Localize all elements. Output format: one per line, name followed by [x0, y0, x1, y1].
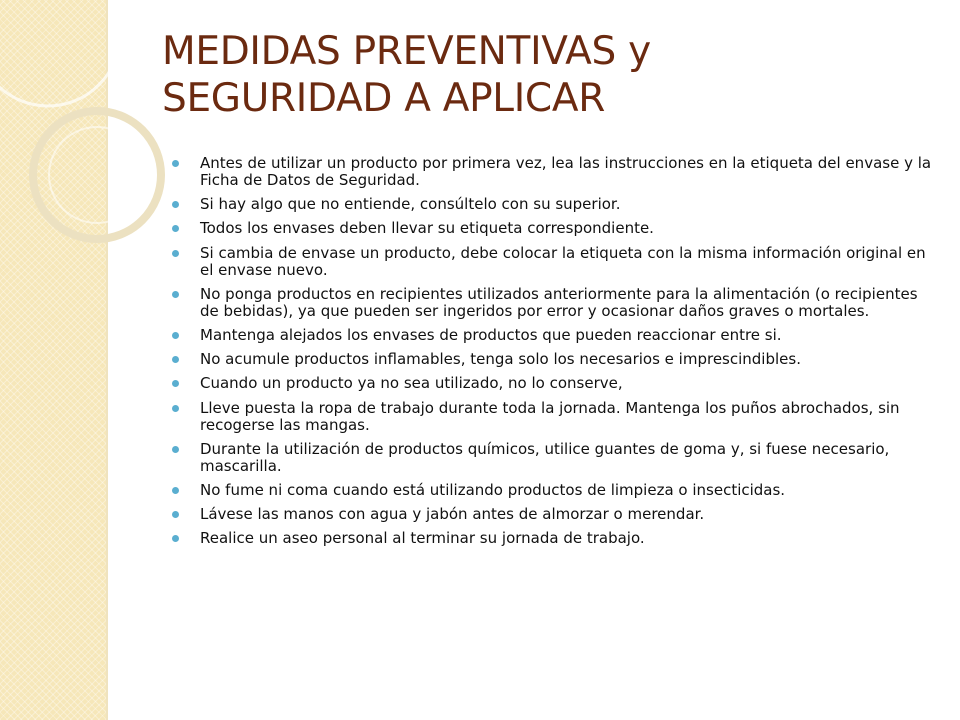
bullet-text: Durante la utilización de productos químicos, utilice guantes de goma y, si fuese necesario, mascarilla. — [200, 439, 890, 475]
bullet-dot-icon — [172, 225, 179, 232]
bullet-text: Antes de utilizar un producto por primera vez, lea las instrucciones en la etiqueta del envase y la Ficha de Datos de Seguridad. — [200, 154, 932, 189]
slide-title: MEDIDAS PREVENTIVAS y SEGURIDAD A APLICAR — [162, 29, 651, 121]
bullet-dot-icon — [172, 380, 179, 387]
bullet-text: No acumule productos inflamables, tenga solo los necesarios e imprescindibles. — [200, 350, 801, 369]
bullet-list — [172, 155, 932, 554]
bullet-text: Todos los envases deben llevar su etiqueta correspondiente. — [200, 219, 654, 238]
decorative-circles — [0, 0, 170, 300]
bullet-item — [172, 506, 932, 523]
bullet-item — [172, 245, 932, 279]
bullet-item — [172, 327, 932, 344]
bullet-dot-icon — [172, 535, 179, 542]
bullet-dot-icon — [172, 356, 179, 363]
bullet-item — [172, 351, 932, 368]
bullet-text: No fume ni coma cuando está utilizando productos de limpieza o insecticidas. — [200, 480, 786, 499]
bullet-item — [172, 220, 932, 237]
bullet-item — [172, 482, 932, 499]
bullet-text: Lávese las manos con agua y jabón antes de almorzar o merendar. — [200, 505, 705, 524]
bullet-text: Si cambia de envase un producto, debe colocar la etiqueta con la misma información original en el envase nuevo. — [200, 243, 926, 279]
bullet-dot-icon — [172, 250, 179, 257]
decorative-circle-large — [0, 0, 120, 106]
bullet-item — [172, 530, 932, 547]
bullet-text: Si hay algo que no entiende, consúltelo con su superior. — [200, 195, 621, 214]
bullet-dot-icon — [172, 201, 179, 208]
bullet-text: Realice un aseo personal al terminar su jornada de trabajo. — [200, 529, 645, 548]
bullet-dot-icon — [172, 405, 179, 412]
bullet-text: Cuando un producto ya no sea utilizado, no lo conserve, — [200, 374, 623, 393]
bullet-text: Mantenga alejados los envases de productos que pueden reaccionar entre si. — [200, 325, 782, 344]
bullet-item — [172, 155, 932, 189]
bullet-item — [172, 400, 932, 434]
bullet-text: Lleve puesta la ropa de trabajo durante toda la jornada. Mantenga los puños abrochados, sin recogerse las mangas. — [200, 398, 900, 434]
bullet-item — [172, 441, 932, 475]
bullet-dot-icon — [172, 511, 179, 518]
bullet-dot-icon — [172, 332, 179, 339]
bullet-dot-icon — [172, 291, 179, 298]
bullet-item — [172, 375, 932, 392]
bullet-item — [172, 196, 932, 213]
decorative-circle-inner — [49, 127, 145, 223]
bullet-dot-icon — [172, 487, 179, 494]
bullet-dot-icon — [172, 160, 179, 167]
bullet-text: No ponga productos en recipientes utilizados anteriormente para la alimentación (o recipientes de bebidas), ya que pueden ser ingeridos por error y ocasionar daños graves o mortales. — [200, 284, 918, 320]
decorative-circle-medium — [33, 111, 161, 239]
bullet-dot-icon — [172, 446, 179, 453]
bullet-item — [172, 286, 932, 320]
